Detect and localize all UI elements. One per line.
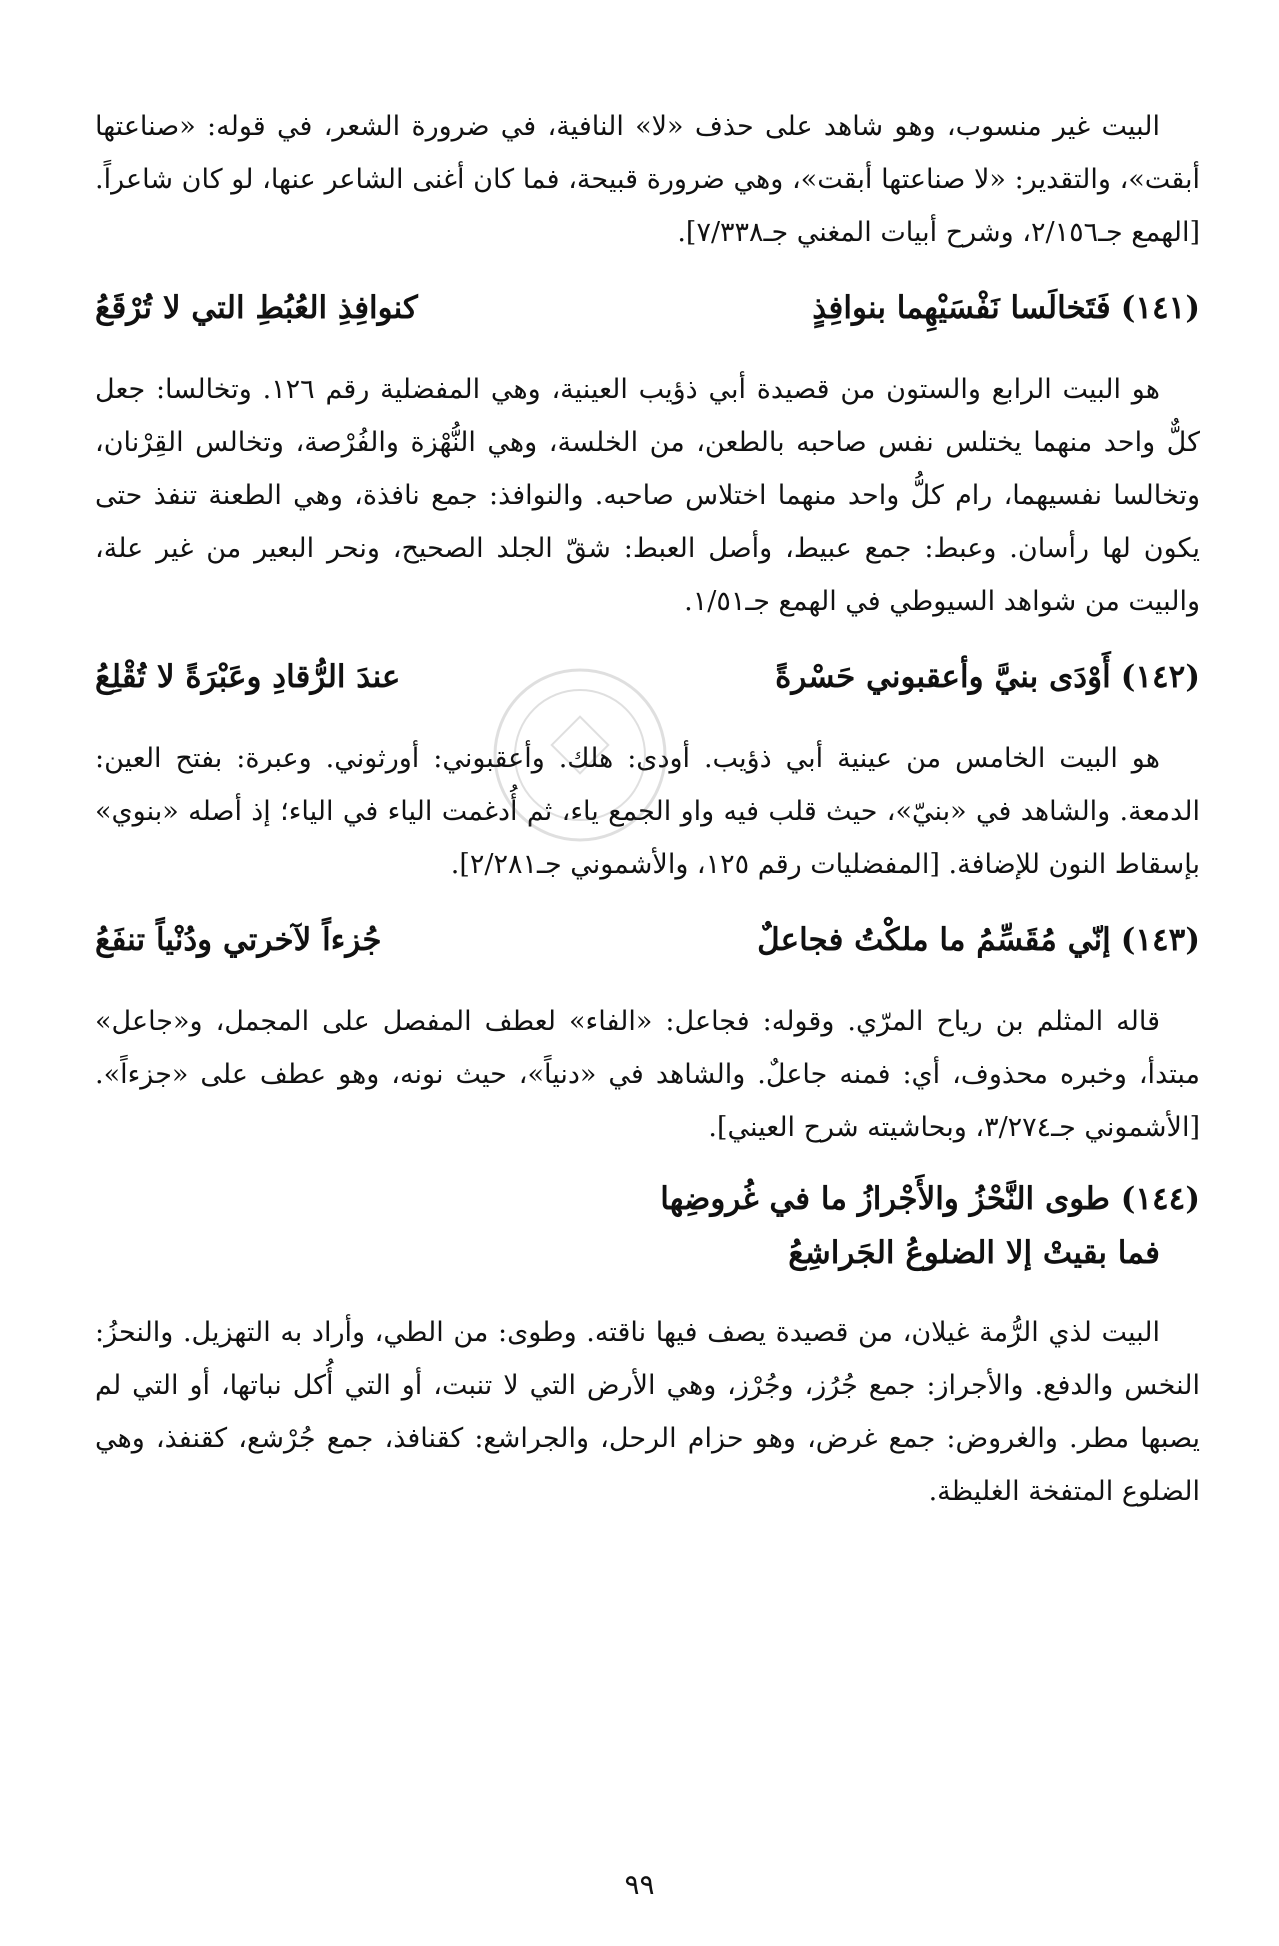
verse-first-hemistich: طوى النَّحْزُ والأَجْرازُ ما في غُروضِها [660, 1181, 1110, 1217]
verse-second-hemistich: فما بقيتْ إلا الضلوعُ الجَراشِعُ [788, 1235, 1160, 1271]
verse-141 [95, 281, 1200, 335]
library-seal-watermark [450, 660, 710, 860]
paragraph-1: البيت غير منسوب، وهو شاهد على حذف «لا» النافية، في ضرورة الشعر، في قوله: «صناعتها أبقت»، والتقدير: «لا صناعتها أبقت»، وهي ضرورة قبيحة، فما كان أغنى الشاعر عنها، لو كان شاعراً. [الهمع جـ٢/١٥٦، وشرح أبيات المغني جـ٧/٣٣٨]. [95, 111, 1200, 248]
verse-first-hemistich: فَتَخالَسا نَفْسَيْهِما بنوافِذٍ [812, 290, 1111, 326]
verse-second-hemistich: عندَ الرُّقادِ وعَبْرَةً لا تُقْلِعُ [94, 659, 401, 695]
verse-number: (١٤٤) [1120, 1181, 1200, 1217]
verse-144 [95, 1172, 1200, 1280]
paragraph-5: البيت لذي الرُّمة غيلان، من قصيدة يصف فيها ناقته. وطوى: من الطي، وأراد به التهزيل. والنحزُ: النخس والدفع. والأجراز: جمع جُرُز، وجُرْز، وهي الأرض التي لا تنبت، أو التي أُكل نباتها، أو التي لم يصبها مطر. والغروض: جمع غرض، وهو حزام الرحل، والجراشع: كقنافذ، جمع جُرْشع، كقنفذ، وهي الضلوع المتفخة الغليظة. [95, 1317, 1200, 1507]
verse-first-hemistich: أَوْدَى بنيَّ وأعقبوني حَسْرةً [775, 659, 1111, 695]
verse-second-hemistich: كنوافِذِ العُبُطِ التي لا تُرْقَعُ [94, 290, 418, 326]
verse-number: (١٤٢) [1120, 659, 1200, 695]
verse-second-hemistich: جُزءاً لآخرتي ودُنْياً تنفَعُ [94, 922, 382, 958]
verse-line-1 [95, 1172, 1200, 1226]
verse-number: (١٤١) [1120, 290, 1200, 326]
verse-first-hemistich: إنّي مُقَسِّمُ ما ملكْتُ فجاعلٌ [757, 922, 1111, 958]
paragraph-3: هو البيت الخامس من عينية أبي ذؤيب. أودى: هلك. وأعقبوني: أورثوني. وعبرة: بفتح العين: الدمعة. والشاهد في «بنيّ»، حيث قلب فيه واو الجمع ياء، ثم أُدغمت الياء في الياء؛ إذ أصله «بنوي» بإسقاط النون للإضافة. [المفضليات رقم ١٢٥، والأشموني جـ٢/٢٨١]. [95, 743, 1200, 880]
paragraph-4: قاله المثلم بن رياح المرّي. وقوله: فجاعل: «الفاء» لعطف المفصل على المجمل، و«جاعل» مبتدأ، وخبره محذوف، أي: فمنه جاعلٌ. والشاهد في «دنياً»، حيث نونه، وهو عطف على «جزءاً». [الأشموني جـ٣/٢٧٤، وبحاشيته شرح العيني]. [95, 1006, 1200, 1143]
verse-number: (١٤٣) [1120, 922, 1200, 958]
paragraph-2: هو البيت الرابع والستون من قصيدة أبي ذؤيب العينية، وهي المفضلية رقم ١٢٦. وتخالسا: جعل كلٌّ واحد منهما يختلس نفس صاحبه بالطعن، من الخلسة، وهي النُّهْزة والفُرْصة، وتخالس القِرْنان، وتخالسا نفسيهما، رام كلُّ واحد منهما اختلاس صاحبه. والنوافذ: جمع نافذة، وهي الطعنة تنفذ حتى يكون لها رأسان. وعبط: جمع عبيط، وأصل العبط: شقّ الجلد الصحيح، ونحر البعير من غير علة، والبيت من شواهد السيوطي في الهمع جـ١/٥١. [95, 374, 1200, 617]
page-number: ٩٩ [624, 1868, 655, 1901]
verse-143 [95, 913, 1200, 967]
